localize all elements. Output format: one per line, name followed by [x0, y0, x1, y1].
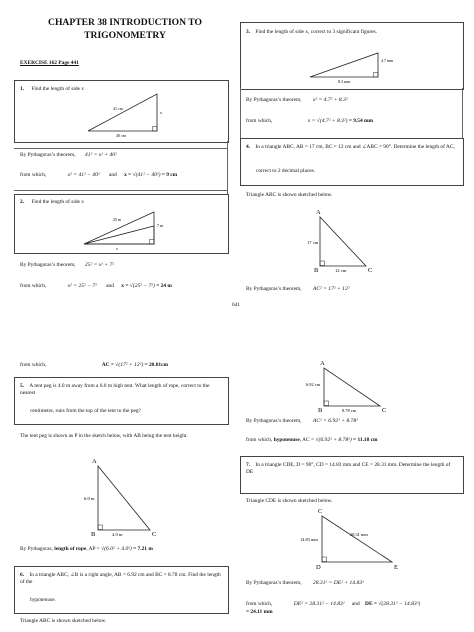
svg-text:A: A: [320, 360, 325, 367]
question-text: Find the length of side x: [31, 86, 84, 92]
svg-text:6.0 m: 6.0 m: [84, 496, 95, 501]
equation: x² = 4.7² + 8.3²: [312, 97, 348, 103]
question-text-continued: centimetre, runs from the top of the tent to the peg?: [30, 408, 141, 414]
question-text: In a triangle ABC, ∠B is a right angle, AB = 6.92 cm and BC = 8.78 cm. Find the length of the: [20, 572, 221, 585]
answer-value: = 24.11 mm: [246, 609, 273, 615]
label: x =: [124, 172, 133, 178]
equation: AC² = 17² + 12²: [312, 286, 350, 292]
chapter-title-line-1: CHAPTER 38 INTRODUCTION TO: [48, 17, 202, 28]
equation: DE² = 28.31² − 14.83²: [293, 601, 345, 607]
sketch-note: Triangle ABC is shown sketched below.: [20, 618, 107, 624]
sketch-note: The tent peg is shown as P in the sketch below, with AB being the tent height.: [20, 433, 188, 439]
svg-text:B: B: [91, 531, 96, 538]
equation: √(6.0² + 4.0²): [101, 546, 132, 552]
svg-text:41 cm: 41 cm: [113, 106, 123, 111]
svg-text:B: B: [318, 407, 323, 414]
question-number: 7.: [246, 462, 251, 468]
svg-text:8.78 cm: 8.78 cm: [342, 408, 357, 413]
exercise-heading: EXERCISE 162 Page 441: [20, 60, 79, 66]
question-text: Find the length of side x: [31, 199, 84, 205]
q7-answer-line: [246, 601, 420, 608]
label: By Pythagoras’s theorem,: [246, 286, 302, 292]
svg-text:4.7 mm: 4.7 mm: [381, 58, 394, 63]
question-text: Find the length of side x, correct to 3 significant figures.: [255, 29, 377, 35]
label: By Pythagoras’s theorem,: [20, 262, 76, 268]
q7-pythagoras-line: [246, 580, 364, 587]
equation: √(41² − 40²): [132, 172, 161, 178]
svg-text:28.31 mm: 28.31 mm: [350, 532, 368, 537]
svg-text:6.92 cm: 6.92 cm: [306, 382, 321, 387]
svg-text:40 cm: 40 cm: [116, 133, 126, 138]
question-number: 5.: [20, 383, 25, 389]
label: from which,: [246, 601, 273, 607]
svg-text:A: A: [316, 209, 321, 216]
answer-value: = 9.54 mm: [347, 118, 374, 124]
question-number: 4.: [246, 144, 251, 150]
label: and: [351, 601, 360, 607]
svg-text:E: E: [394, 564, 398, 571]
question-text: In a triangle ABC, AB = 17 cm, BC = 12 cm and ∠ABC = 90°. Determine the length of AC,: [255, 144, 455, 150]
equation: √(28.31² − 14.83²): [378, 601, 421, 607]
equation: √(6.92² + 8.78²): [315, 437, 352, 443]
label: x =: [121, 283, 130, 289]
sketch-note: Triangle ABC is shown sketched below.: [246, 192, 333, 198]
equation: AC² = 6.92² + 8.78²: [312, 418, 358, 424]
label: length of rope: [54, 546, 87, 552]
label: from which,: [20, 283, 47, 289]
equation: 28.31² = DE² + 14.83²: [312, 580, 364, 586]
equation: x² = 41² − 40²: [67, 172, 100, 178]
chapter-title-line-2: TRIGONOMETRY: [84, 30, 166, 41]
label: , AP =: [86, 546, 102, 552]
label: By Pythagoras’s theorem,: [20, 152, 76, 158]
answer-value: = 20.81cm: [143, 362, 168, 368]
equation: √(17² + 12²): [115, 362, 144, 368]
label: hypotenuse: [273, 437, 300, 443]
label: and: [108, 172, 117, 178]
question-number: 1.: [20, 86, 25, 92]
answer-value: = 7.21 m: [131, 546, 153, 552]
question-number: 3.: [246, 29, 251, 35]
question-number: 2.: [20, 199, 25, 205]
equation: √(25² − 7²): [129, 283, 155, 289]
svg-text:14.83 mm: 14.83 mm: [300, 537, 318, 542]
label: By Pythagoras’s theorem,: [246, 97, 302, 103]
svg-text:B: B: [314, 267, 319, 274]
question-text-continued: hypotenuse.: [30, 597, 56, 603]
svg-text:x: x: [160, 110, 162, 115]
question-text-continued: correct to 2 decimal places.: [256, 168, 316, 174]
label: from which,: [20, 362, 47, 368]
label: from which,: [246, 118, 273, 124]
question-text: A tent peg is 4.0 m away from a 6.0 m high tent. What length of rope, correct to the nearest: [20, 383, 210, 396]
label: and: [106, 283, 114, 289]
svg-text:7 m: 7 m: [157, 223, 164, 228]
svg-text:C: C: [152, 531, 157, 538]
answer-value: = 11.18 cm: [351, 437, 378, 443]
svg-text:C: C: [382, 407, 387, 414]
equation: 41² = x² + 40²: [84, 152, 117, 158]
svg-text:C: C: [318, 508, 323, 515]
question-text: In a triangle CDE, D = 90°, CD = 14.83 mm and CE = 28.31 mm. Determine the length of DE: [246, 462, 451, 475]
svg-text:D: D: [316, 564, 321, 571]
svg-text:C: C: [368, 267, 373, 274]
svg-text:17 cm: 17 cm: [307, 240, 319, 245]
label: By Pythagoras’s theorem,: [246, 580, 302, 586]
svg-text:x: x: [116, 246, 118, 251]
page-number: 641: [232, 302, 241, 308]
answer-value: = 24 m: [154, 283, 172, 289]
svg-text:25 m: 25 m: [113, 217, 122, 222]
label: By Pythagoras’s theorem,: [246, 418, 302, 424]
equation: 25² = x² + 7²: [84, 262, 114, 268]
answer-value: = 9 cm: [160, 172, 178, 178]
label: By Pythagoras,: [20, 546, 55, 552]
label: AC =: [101, 362, 116, 368]
label: , AC =: [299, 437, 316, 443]
sketch-note: Triangle CDE is shown sketched below.: [246, 498, 333, 504]
equation: x² = 25² − 7²: [67, 283, 97, 289]
equation: x = √(4.7² + 8.3²): [307, 118, 348, 124]
question-number: 6.: [20, 572, 25, 578]
svg-text:4.0 m: 4.0 m: [112, 532, 123, 537]
svg-text:A: A: [92, 458, 97, 465]
label: DE =: [365, 601, 379, 607]
label: from which,: [246, 437, 274, 443]
svg-text:12 cm: 12 cm: [335, 268, 347, 273]
svg-text:8.3 mm: 8.3 mm: [338, 79, 351, 84]
label: from which,: [20, 172, 47, 178]
